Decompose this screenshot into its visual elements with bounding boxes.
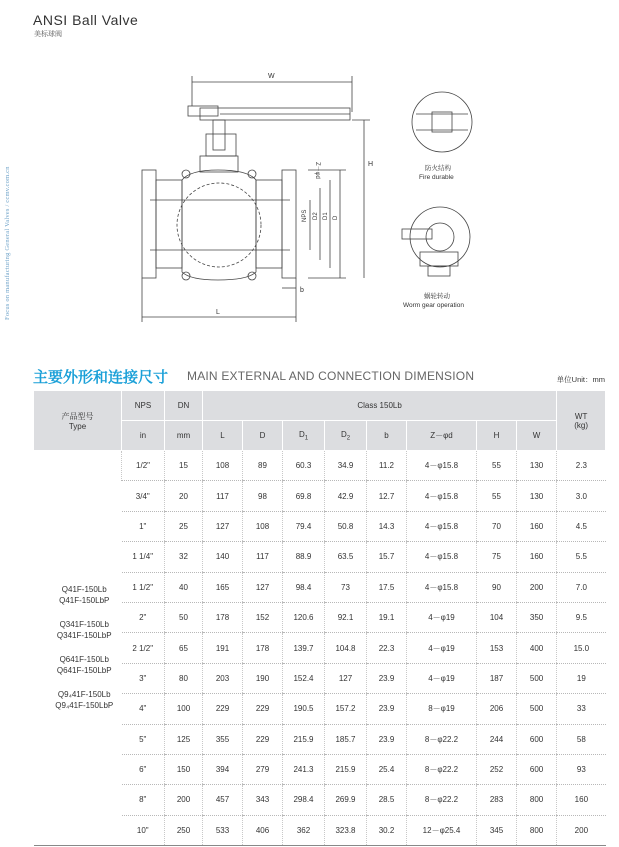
type-name: Q9₄41F-150LbP	[55, 700, 114, 710]
side-slogan: Focus on manufacturing General Valves / ccmv.com.cn	[4, 166, 11, 320]
table-cell: 104	[477, 602, 517, 632]
table-cell: 406	[243, 815, 283, 845]
table-cell: 3/4"	[122, 481, 165, 511]
table-cell: 104.8	[325, 633, 367, 663]
label-d2: D2	[313, 212, 319, 220]
table-cell: 457	[203, 785, 243, 815]
table-cell: 70	[477, 511, 517, 541]
table-cell: 8－φ22.2	[407, 785, 477, 815]
type-group	[48, 585, 122, 606]
header-col-d: D	[243, 421, 283, 451]
header-col-h: H	[477, 421, 517, 451]
section-title-en: MAIN EXTERNAL AND CONNECTION DIMENSION	[187, 369, 475, 383]
label-h: H	[368, 161, 374, 168]
table-cell: 4－φ15.8	[407, 542, 477, 572]
table-cell: 14.3	[367, 511, 407, 541]
table-cell: 139.7	[283, 633, 325, 663]
table-cell: 191	[203, 633, 243, 663]
table-cell: 80	[165, 663, 203, 693]
table-cell: 23.9	[367, 724, 407, 754]
page-title: ANSI Ball Valve	[33, 12, 139, 28]
table-cell: 117	[243, 542, 283, 572]
table-cell: 298.4	[283, 785, 325, 815]
table-cell: 2"	[122, 602, 165, 632]
table-cell: 178	[203, 602, 243, 632]
table-cell: 89	[243, 451, 283, 481]
table-cell: 8－φ22.2	[407, 724, 477, 754]
table-cell: 160	[557, 785, 606, 815]
table-cell: 250	[165, 815, 203, 845]
table-cell: 12－φ25.4	[407, 815, 477, 845]
type-group	[48, 620, 122, 641]
table-cell: 17.5	[367, 572, 407, 602]
table-cell: 178	[243, 633, 283, 663]
table-cell: 152	[243, 602, 283, 632]
table-cell: 203	[203, 663, 243, 693]
table-cell: 215.9	[325, 754, 367, 784]
left-flange	[142, 170, 156, 278]
worm-gear-detail	[410, 207, 470, 267]
table-cell: 75	[477, 542, 517, 572]
table-cell: 3"	[122, 663, 165, 693]
valve-drawing	[120, 62, 520, 332]
table-cell: 60.3	[283, 451, 325, 481]
table-cell: 69.8	[283, 481, 325, 511]
type-group	[48, 690, 122, 711]
table-cell: 200	[165, 785, 203, 815]
table-cell: 88.9	[283, 542, 325, 572]
table-cell: 190.5	[283, 694, 325, 724]
table-cell: 1"	[122, 511, 165, 541]
table-cell: 55	[477, 451, 517, 481]
table-cell: 100	[165, 694, 203, 724]
type-name: Q9₄41F-150Lb	[57, 690, 111, 700]
table-cell: 90	[477, 572, 517, 602]
table-cell: 244	[477, 724, 517, 754]
header-col-d2: $D_2$	[325, 421, 367, 451]
table-cell: 269.9	[325, 785, 367, 815]
table-cell: 98	[243, 481, 283, 511]
table-cell: 4－φ15.8	[407, 511, 477, 541]
table-cell: 187	[477, 663, 517, 693]
table-cell: 10"	[122, 815, 165, 845]
table-cell: 130	[517, 481, 557, 511]
table-cell: 15.0	[557, 633, 606, 663]
type-group	[48, 655, 122, 676]
table-cell: 20	[165, 481, 203, 511]
table-cell: 362	[283, 815, 325, 845]
table-cell: 58	[557, 724, 606, 754]
table-cell: 500	[517, 694, 557, 724]
table-cell: 229	[243, 694, 283, 724]
table-cell: 4－φ19	[407, 633, 477, 663]
table-cell: 4－φ15.8	[407, 572, 477, 602]
table-cell: 1/2"	[122, 451, 165, 481]
unit-label: 单位Unit：mm	[556, 375, 605, 384]
table-cell: 7.0	[557, 572, 606, 602]
table-cell: 33	[557, 694, 606, 724]
table-cell: 92.1	[325, 602, 367, 632]
table-cell: 200	[557, 815, 606, 845]
table-cell: 355	[203, 724, 243, 754]
table-cell: 125	[165, 724, 203, 754]
table-cell: 343	[243, 785, 283, 815]
table-cell: 8－φ19	[407, 694, 477, 724]
table-cell: 11.2	[367, 451, 407, 481]
fire-durable-cn: 防火结构	[425, 165, 451, 172]
worm-gear-en: Worm gear operation	[403, 302, 464, 309]
type-name: Q641F-150LbP	[56, 665, 112, 675]
header-dn: DN	[165, 391, 203, 421]
fire-durable-detail	[412, 92, 472, 152]
table-cell: 127	[243, 572, 283, 602]
table-cell: 130	[517, 451, 557, 481]
table-cell: 283	[477, 785, 517, 815]
table-cell: 500	[517, 663, 557, 693]
table-cell: 241.3	[283, 754, 325, 784]
table-cell: 50	[165, 602, 203, 632]
table-cell: 19	[557, 663, 606, 693]
page-subtitle: 美标球阀	[34, 31, 62, 38]
type-name: Q641F-150Lb	[59, 655, 109, 665]
table-cell: 5"	[122, 724, 165, 754]
label-w: W	[268, 73, 275, 80]
table-cell: 800	[517, 785, 557, 815]
header-mm: mm	[165, 421, 203, 451]
table-cell: 150	[165, 754, 203, 784]
table-cell: 152.4	[283, 663, 325, 693]
label-l: L	[216, 309, 220, 316]
table-cell: 30.2	[367, 815, 407, 845]
table-cell: 79.4	[283, 511, 325, 541]
header-nps: NPS	[122, 391, 165, 421]
type-cell	[34, 451, 122, 846]
label-d: D	[333, 215, 339, 220]
table-cell: 279	[243, 754, 283, 784]
table-cell: 108	[203, 451, 243, 481]
type-name: Q41F-150LbP	[59, 595, 110, 605]
table-cell: 165	[203, 572, 243, 602]
table-cell: 65	[165, 633, 203, 663]
table-cell: 63.5	[325, 542, 367, 572]
type-name: Q341F-150LbP	[56, 630, 112, 640]
header-col-d1: $D_1$	[283, 421, 325, 451]
table-cell: 5.5	[557, 542, 606, 572]
label-nps: NPS	[302, 209, 308, 222]
fire-durable-en: Fire durable	[419, 174, 454, 181]
section-title-cn: 主要外形和连接尺寸	[33, 369, 169, 386]
table-cell: 394	[203, 754, 243, 784]
table-cell: 4－φ19	[407, 663, 477, 693]
table-row	[34, 451, 606, 481]
table-cell: 533	[203, 815, 243, 845]
table-cell: 25.4	[367, 754, 407, 784]
header-type: 产品型号 Type	[34, 391, 122, 451]
table-cell: 153	[477, 633, 517, 663]
table-cell: 600	[517, 724, 557, 754]
header-col-w: W	[517, 421, 557, 451]
worm-gear-cn: 蜗轮转动	[424, 293, 450, 300]
table-cell: 4.5	[557, 511, 606, 541]
table-cell: 32	[165, 542, 203, 572]
table-cell: 157.2	[325, 694, 367, 724]
table-cell: 140	[203, 542, 243, 572]
table-cell: 15.7	[367, 542, 407, 572]
table-cell: 4"	[122, 694, 165, 724]
table-cell: 127	[325, 663, 367, 693]
valve-body	[182, 170, 256, 280]
header-class: Class 150Lb	[203, 391, 557, 421]
table-cell: 93	[557, 754, 606, 784]
table-cell: 34.9	[325, 451, 367, 481]
table-cell: 50.8	[325, 511, 367, 541]
table-cell: 185.7	[325, 724, 367, 754]
table-cell: 98.4	[283, 572, 325, 602]
table-cell: 1 1/2"	[122, 572, 165, 602]
table-cell: 120.6	[283, 602, 325, 632]
dimension-table	[33, 390, 606, 846]
table-cell: 8－φ22.2	[407, 754, 477, 784]
table-cell: 42.9	[325, 481, 367, 511]
header-col-b: b	[367, 421, 407, 451]
table-cell: 229	[243, 724, 283, 754]
table-cell: 345	[477, 815, 517, 845]
table-cell: 3.0	[557, 481, 606, 511]
type-name: Q341F-150Lb	[59, 620, 109, 630]
table-cell: 23.9	[367, 663, 407, 693]
table-cell: 190	[243, 663, 283, 693]
table-cell: 117	[203, 481, 243, 511]
table-cell: 350	[517, 602, 557, 632]
table-cell: 25	[165, 511, 203, 541]
table-cell: 73	[325, 572, 367, 602]
table-cell: 4－φ15.8	[407, 451, 477, 481]
table-cell: 4－φ15.8	[407, 481, 477, 511]
table-cell: 19.1	[367, 602, 407, 632]
table-cell: 200	[517, 572, 557, 602]
table-cell: 15	[165, 451, 203, 481]
header-col-l: L	[203, 421, 243, 451]
right-flange	[282, 170, 296, 278]
table-cell: 323.8	[325, 815, 367, 845]
table-cell: 1 1/4"	[122, 542, 165, 572]
table-cell: 55	[477, 481, 517, 511]
table-cell: 108	[243, 511, 283, 541]
table-cell: 28.5	[367, 785, 407, 815]
table-cell: 23.9	[367, 694, 407, 724]
table-cell: 127	[203, 511, 243, 541]
table-cell: 6"	[122, 754, 165, 784]
table-cell: 215.9	[283, 724, 325, 754]
table-cell: 229	[203, 694, 243, 724]
label-zd: Z－φd	[314, 162, 320, 179]
table-cell: 206	[477, 694, 517, 724]
table-cell: 2 1/2"	[122, 633, 165, 663]
table-cell: 160	[517, 542, 557, 572]
table-cell: 4－φ19	[407, 602, 477, 632]
table-cell: 800	[517, 815, 557, 845]
table-cell: 400	[517, 633, 557, 663]
table-cell: 12.7	[367, 481, 407, 511]
table-cell: 40	[165, 572, 203, 602]
table-cell: 8"	[122, 785, 165, 815]
table-cell: 22.3	[367, 633, 407, 663]
table-cell: 160	[517, 511, 557, 541]
table-cell: 2.3	[557, 451, 606, 481]
table-cell: 9.5	[557, 602, 606, 632]
header-col-zd: Z－φd	[407, 421, 477, 451]
table-cell: 252	[477, 754, 517, 784]
type-name: Q41F-150Lb	[61, 585, 107, 595]
label-d1: D1	[323, 212, 329, 220]
header-wt: WT (kg)	[557, 391, 606, 451]
label-b: b	[300, 287, 304, 294]
header-in: in	[122, 421, 165, 451]
table-cell: 600	[517, 754, 557, 784]
